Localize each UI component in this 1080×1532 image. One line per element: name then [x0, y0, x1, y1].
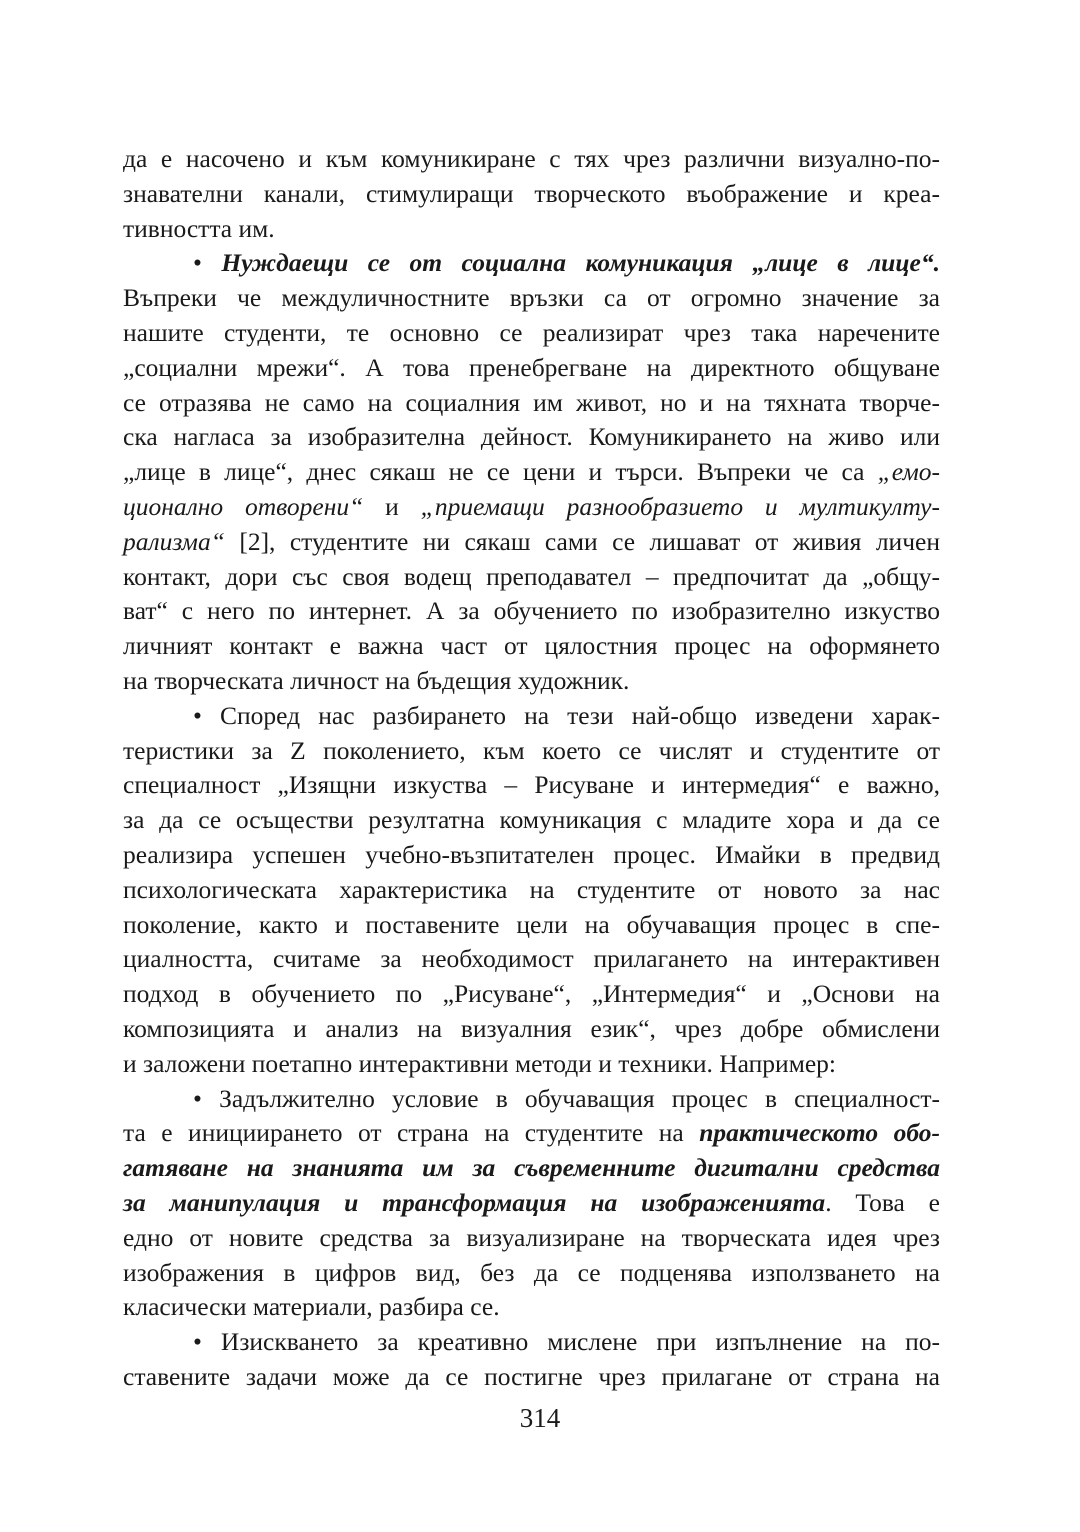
- page-number: 314: [519, 1403, 561, 1433]
- text-line: [123, 525, 940, 560]
- text-line: [123, 699, 940, 734]
- text-segment: композицията и анализ на визуалния език“, чрез добре обмислени: [123, 1013, 940, 1043]
- text-line: [123, 1360, 940, 1395]
- italic-text: „емо-: [877, 457, 940, 487]
- text-line: [123, 629, 940, 664]
- text-line: [123, 560, 940, 595]
- text-line: [123, 1116, 940, 1151]
- text-segment: тивността им.: [123, 213, 275, 243]
- italic-text: ционално отворени“: [123, 491, 364, 521]
- text-line: [123, 1325, 940, 1360]
- text-segment: контакт, дори със своя водещ преподавател – предпочитат да „общу-: [123, 561, 940, 591]
- text-segment: • Изискването за креативно мислене при изпълнение на по-: [193, 1327, 940, 1357]
- text-segment: • Според нас разбирането на тези най-общо изведени харак-: [193, 700, 940, 730]
- text-line: [123, 908, 940, 943]
- text-segment: едно от новите средства за визуализиране на творческата идея чрез: [123, 1222, 940, 1252]
- text-segment: класически материали, разбира се.: [123, 1292, 500, 1322]
- text-segment: знавателни канали, стимулиращи творческото въображение и креа-: [123, 178, 940, 208]
- text-line: [123, 734, 940, 769]
- emphasis-text: Нуждаещи се от социална комуникация „лице в лице“.: [221, 248, 940, 278]
- text-line: [123, 1151, 940, 1186]
- text-segment: ват“ с него по интернет. А за обучението по изобразително изкуство: [123, 596, 940, 626]
- text-segment: психологическата характеристика на студентите от новото за нас: [123, 874, 940, 904]
- text-line: [123, 768, 940, 803]
- text-line: [123, 142, 940, 177]
- text-segment: нашите студенти, те основно се реализират чрез така наречените: [123, 317, 940, 347]
- text-line: [123, 1256, 940, 1291]
- text-segment: личният контакт е важна част от цялостния процес на оформянето: [123, 631, 940, 661]
- text-segment: подход в обучението по „Рисуване“, „Интермедия“ и „Основи на: [123, 979, 940, 1009]
- text-line: [123, 281, 940, 316]
- text-segment: поколение, както и поставените цели на обучаващия процес в спе-: [123, 909, 940, 939]
- text-line: [123, 316, 940, 351]
- emphasis-text: за манипулация и трансформация на изображенията: [123, 1187, 826, 1217]
- text-line: [123, 594, 940, 629]
- text-segment: „социални мрежи“. А това пренебрегване на директното общуване: [123, 352, 940, 382]
- text-line: [123, 1290, 940, 1325]
- text-line: [123, 942, 940, 977]
- page-body: [123, 142, 940, 1395]
- text-segment: изображения в цифров вид, без да се подценява използването на: [123, 1257, 940, 1287]
- text-segment: да е насочено и към комуникиране с тях чрез различни визуално-по-: [123, 144, 940, 173]
- text-line: [123, 873, 940, 908]
- text-segment: и заложени поетапно интерактивни методи и техники. Например:: [123, 1048, 836, 1078]
- text-segment: циалността, считаме за необходимост прилагането на интерактивен: [123, 944, 940, 974]
- text-segment: •: [193, 248, 222, 278]
- text-segment: • Задължително условие в обучаващия процес в специалност-: [193, 1083, 940, 1113]
- text-line: [123, 177, 940, 212]
- text-segment: реализира успешен учебно-възпитателен процес. Имайки в предвид: [123, 839, 940, 869]
- text-line: [123, 420, 940, 455]
- italic-text: рализма“: [123, 526, 225, 556]
- text-line: [123, 1047, 940, 1082]
- text-segment: на творческата личност на бъдещия художник.: [123, 665, 630, 695]
- text-segment: за да се осъществи резултатна комуникация с младите хора и да се: [123, 805, 940, 835]
- emphasis-text: гатяване на знанията им за съвременните дигитални средства: [123, 1153, 940, 1183]
- text-segment: [2], студентите ни сякаш сами се лишават от живия личен: [224, 526, 940, 556]
- text-line: [123, 838, 940, 873]
- text-line: [123, 1012, 940, 1047]
- text-line: [123, 1186, 940, 1221]
- text-segment: теристики за Z поколението, към което се числят и студентите от: [123, 735, 940, 765]
- text-line: [123, 490, 940, 525]
- text-segment: та е инициирането от страна на студентите на: [123, 1118, 700, 1148]
- text-line: [123, 1082, 940, 1117]
- text-segment: и: [363, 491, 421, 521]
- text-line: [123, 212, 940, 247]
- text-segment: специалност „Изящни изкуства – Рисуване и интермедия“ е важно,: [123, 770, 940, 800]
- text-line: [123, 455, 940, 490]
- text-line: [123, 1221, 940, 1256]
- text-line: [123, 246, 940, 281]
- text-segment: . Това е: [825, 1187, 940, 1217]
- text-segment: ска нагласа за изобразителна дейност. Комуникирането на живо или: [123, 422, 940, 452]
- text-segment: „лице в лице“, днес сякаш не се цени и търси. Въпреки че са: [123, 457, 878, 487]
- text-segment: се отразява не само на социалния им живот, но и на тяхната творче-: [123, 387, 940, 417]
- text-line: [123, 351, 940, 386]
- text-line: [123, 386, 940, 421]
- text-line: [123, 803, 940, 838]
- text-segment: Въпреки че междуличностните връзки са от огромно значение за: [123, 283, 940, 313]
- text-segment: ставените задачи може да се постигне чрез прилагане от страна на: [123, 1361, 940, 1391]
- emphasis-text: практическото обо-: [699, 1118, 940, 1148]
- italic-text: „приемащи разнообразието и мултикулту-: [420, 491, 940, 521]
- text-line: [123, 977, 940, 1012]
- text-line: [123, 664, 940, 699]
